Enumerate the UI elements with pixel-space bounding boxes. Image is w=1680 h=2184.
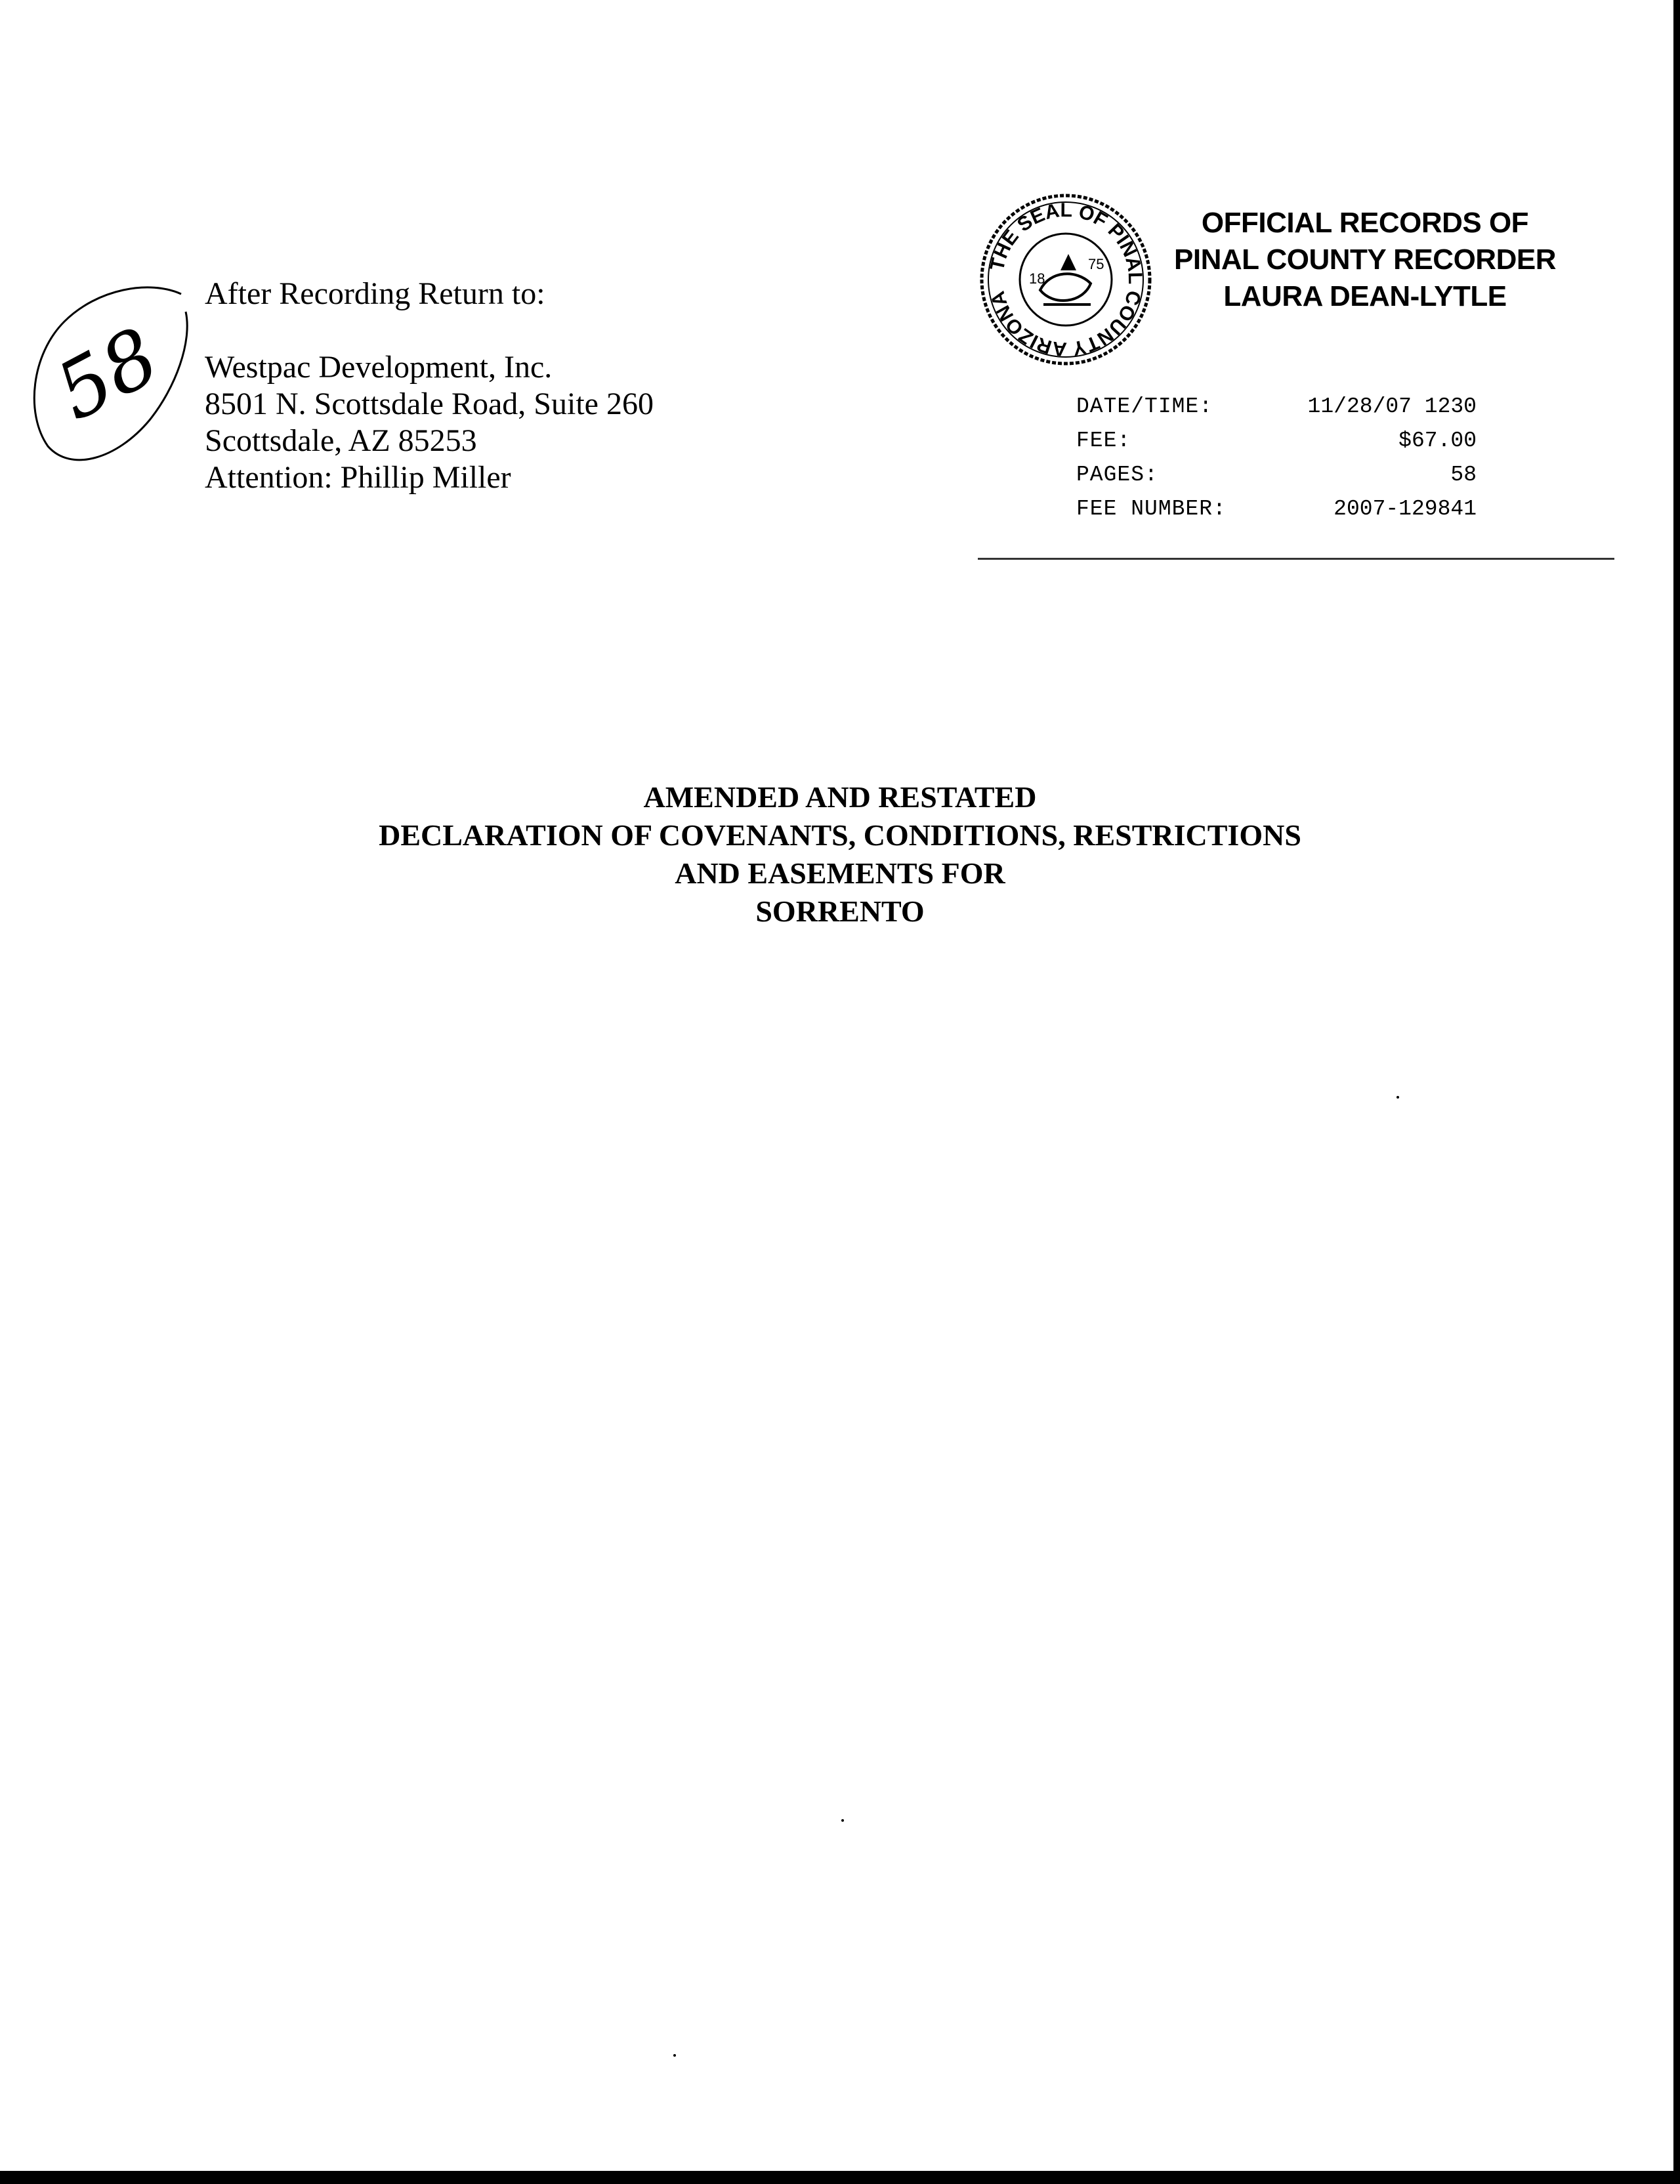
return-street: 8501 N. Scottsdale Road, Suite 260 (205, 387, 654, 421)
recording-stamp (1076, 390, 1477, 526)
stamp-label: FEE: (1076, 429, 1131, 453)
stamp-row-fee-number (1076, 492, 1477, 526)
stamp-value: $67.00 (1398, 429, 1477, 453)
stamp-label: PAGES: (1076, 463, 1158, 487)
title-line-1: AMENDED AND RESTATED (643, 780, 1037, 814)
title-line-2: DECLARATION OF COVENANTS, CONDITIONS, RESTRICTIONS (379, 818, 1301, 852)
recorder-line-1: OFFICIAL RECORDS OF (1201, 207, 1529, 239)
stamp-row-fee (1076, 424, 1477, 458)
stamp-label: FEE NUMBER: (1076, 497, 1227, 521)
scan-border-bottom (0, 2171, 1680, 2184)
handwritten-page-count (18, 282, 196, 472)
stamp-value: 11/28/07 1230 (1307, 394, 1477, 419)
recorder-header (1162, 205, 1568, 315)
title-line-4: SORRENTO (755, 894, 925, 928)
stamp-divider (978, 558, 1614, 560)
scan-speck (841, 1819, 844, 1822)
stamp-label: DATE/TIME: (1076, 394, 1213, 419)
scan-speck (1396, 1096, 1399, 1099)
return-company: Westpac Development, Inc. (205, 350, 553, 385)
scan-border-right (1673, 0, 1680, 2184)
seal-year-left: 18 (1029, 270, 1045, 287)
stamp-value: 58 (1450, 463, 1477, 487)
seal-year-right: 75 (1088, 256, 1104, 272)
handwritten-58: 58 (41, 310, 174, 439)
return-attention: Attention: Phillip Miller (205, 460, 511, 495)
document-title (0, 778, 1680, 931)
return-city: Scottsdale, AZ 85253 (205, 423, 477, 458)
stamp-row-datetime (1076, 390, 1477, 424)
stamp-value: 2007-129841 (1334, 497, 1477, 521)
return-address-block (205, 276, 654, 496)
seal-ring-text: THE SEAL OF PINAL COUNTY ARIZONA (986, 199, 1146, 360)
scan-speck (673, 2054, 676, 2057)
recorder-line-2: PINAL COUNTY RECORDER (1174, 243, 1556, 276)
recorder-line-3: LAURA DEAN-LYTLE (1223, 280, 1507, 312)
title-line-3: AND EASEMENTS FOR (675, 856, 1005, 890)
stamp-row-pages (1076, 458, 1477, 492)
return-heading: After Recording Return to: (205, 276, 545, 311)
county-seal-icon (978, 192, 1154, 368)
